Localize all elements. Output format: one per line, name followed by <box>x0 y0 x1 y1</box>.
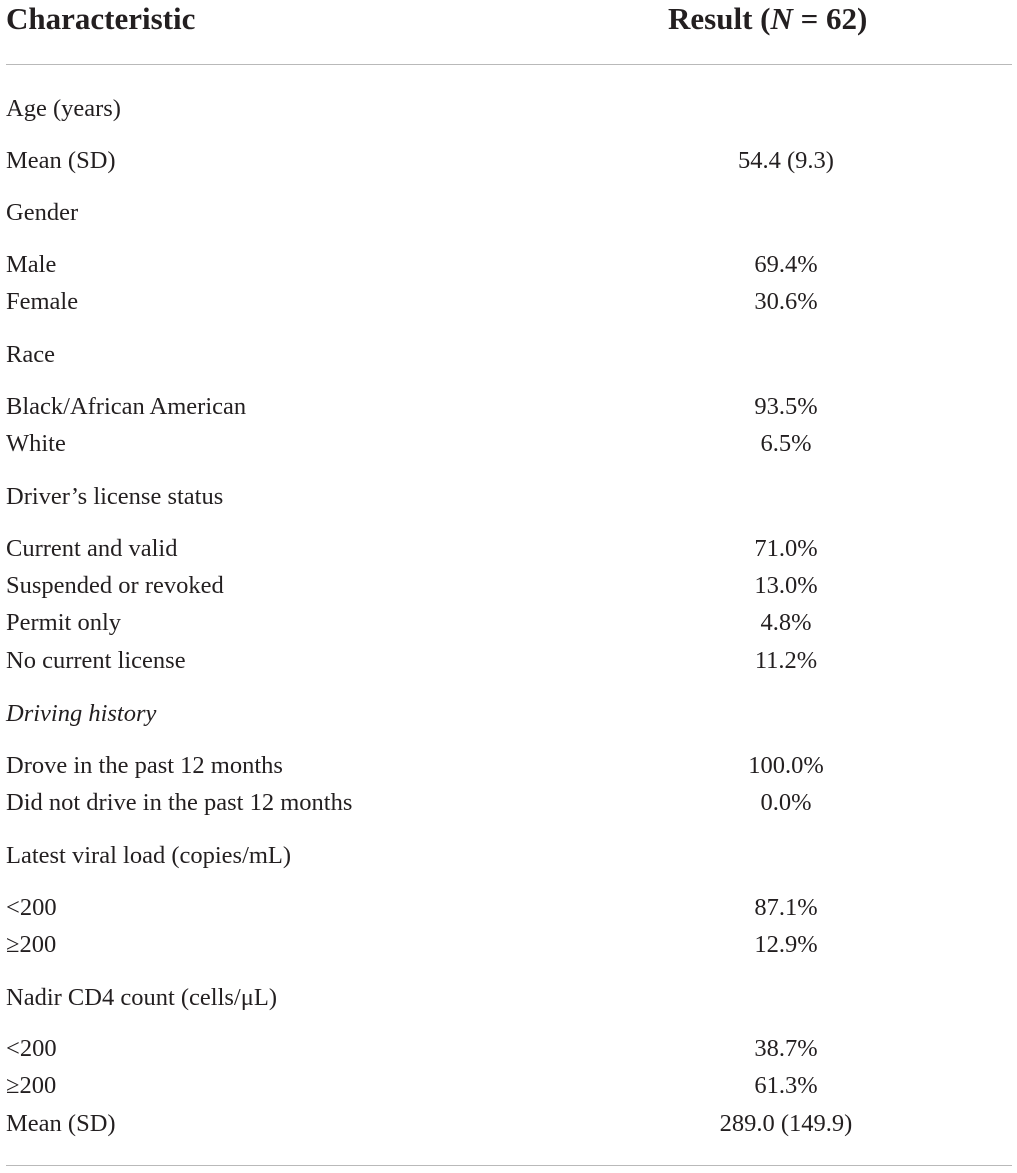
header-result <box>668 1 867 37</box>
header-divider <box>6 64 1012 65</box>
table-row <box>0 891 1017 925</box>
row-label: Permit only <box>6 609 122 636</box>
table-row <box>0 338 1017 372</box>
table-row <box>0 569 1017 603</box>
row-label: Black/African American <box>6 393 247 420</box>
row-label: <200 <box>6 1035 57 1062</box>
row-label: Latest viral load (copies/mL) <box>6 842 292 869</box>
table-row <box>0 427 1017 461</box>
table-row <box>0 839 1017 873</box>
row-value: 71.0% <box>754 535 818 562</box>
row-value: 87.1% <box>754 894 818 921</box>
table-row <box>0 144 1017 178</box>
bottom-divider <box>6 1165 1012 1166</box>
row-label: Male <box>6 251 57 278</box>
row-label: Female <box>6 288 79 315</box>
table-row <box>0 1069 1017 1103</box>
row-label: ≥200 <box>6 1072 57 1099</box>
row-value: 289.0 (149.9) <box>719 1110 853 1137</box>
table-row <box>0 981 1017 1015</box>
row-label: Mean (SD) <box>6 1110 116 1137</box>
table-row <box>0 480 1017 514</box>
table-row <box>0 532 1017 566</box>
row-label: Current and valid <box>6 535 178 562</box>
row-value: 100.0% <box>748 752 824 779</box>
table-row <box>0 92 1017 126</box>
table-header <box>0 0 1017 40</box>
row-value: 11.2% <box>754 647 818 674</box>
table-row <box>0 1032 1017 1066</box>
row-value: 0.0% <box>760 789 812 816</box>
row-label: Age (years) <box>6 95 121 122</box>
row-label: No current license <box>6 647 186 674</box>
row-label: Driver’s license status <box>6 483 224 510</box>
row-label: Driving history <box>6 700 157 727</box>
row-value: 61.3% <box>754 1072 818 1099</box>
table-row <box>0 606 1017 640</box>
table-row <box>0 196 1017 230</box>
row-label: White <box>6 430 66 457</box>
row-label: <200 <box>6 894 57 921</box>
table-row <box>0 644 1017 678</box>
row-value: 69.4% <box>754 251 818 278</box>
row-value: 12.9% <box>754 931 818 958</box>
row-value: 13.0% <box>754 572 818 599</box>
table-row <box>0 248 1017 282</box>
header-result-suffix: = 62) <box>792 1 868 36</box>
row-value: 6.5% <box>760 430 812 457</box>
header-result-n: N <box>770 1 793 36</box>
table-row <box>0 749 1017 783</box>
row-label: Nadir CD4 count (cells/μL) <box>6 984 277 1011</box>
table-row <box>0 390 1017 424</box>
row-label: ≥200 <box>6 931 57 958</box>
row-value: 30.6% <box>754 288 818 315</box>
table-row <box>0 1107 1017 1141</box>
table-row <box>0 786 1017 820</box>
row-value: 38.7% <box>754 1035 818 1062</box>
row-label: Gender <box>6 199 79 226</box>
table-row <box>0 285 1017 319</box>
row-value: 54.4 (9.3) <box>738 147 834 174</box>
row-label: Drove in the past 12 months <box>6 752 283 779</box>
row-label: Did not drive in the past 12 months <box>6 789 353 816</box>
header-result-prefix: Result ( <box>668 1 771 36</box>
row-label: Suspended or revoked <box>6 572 224 599</box>
header-characteristic: Characteristic <box>6 1 196 36</box>
row-label: Mean (SD) <box>6 147 116 174</box>
row-label: Race <box>6 341 55 368</box>
table-row <box>0 697 1017 731</box>
row-value: 4.8% <box>760 609 812 636</box>
table-row <box>0 928 1017 962</box>
row-value: 93.5% <box>754 393 818 420</box>
